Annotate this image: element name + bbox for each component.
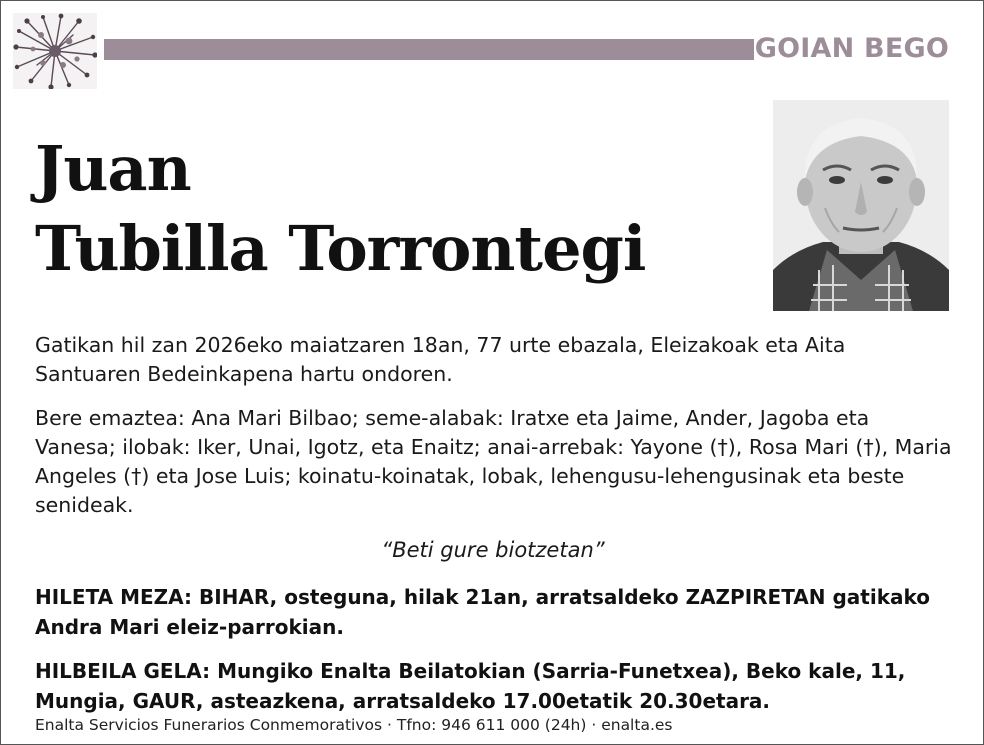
portrait-photo <box>773 100 949 311</box>
wake-room-notice: HILBEILA GELA: Mungiko Enalta Beilatokian (Sarria-Funetxea), Beko kale, 11, Mungia, GAUR, asteazkena, arratsaldeko 17.00etatik 20.30etara. <box>35 659 906 713</box>
surnames: Tubilla Torrontegi <box>35 212 646 285</box>
funeral-home-footer: Enalta Servicios Funerarios Conmemorativos · Tfno: 946 611 000 (24h) · enalta.es <box>35 716 673 734</box>
memorial-quote: “Beti gure biotzetan” <box>381 538 605 562</box>
family-paragraph: Bere emaztea: Ana Mari Bilbao; seme-alabak: Iratxe eta Jaime, Ander, Jagoba eta Vanesa; ilobak: Iker, Unai, Igotz, eta Enaitz; anai-arrebak: Yayone (†), Rosa Mari (†), Maria Angeles (†) eta Jose Luis; koinatu-koinatak, lobak, lehengusu-lehengusinak eta beste senideak. <box>35 406 952 517</box>
first-name: Juan <box>35 132 191 205</box>
header-title: GOIAN BEGO <box>754 33 949 64</box>
death-announcement-paragraph: Gatikan hil zan 2026eko maiatzaren 18an, 77 urte ebazala, Eleizakoak eta Aita Santuaren Bedeinkapena hartu ondoren. <box>35 333 846 386</box>
flower-ornament-icon <box>13 13 97 89</box>
header-bar <box>104 39 754 60</box>
funeral-mass-notice: HILETA MEZA: BIHAR, osteguna, hilak 21an, arratsaldeko ZAZPIRETAN gatikako Andra Mari eleiz-parrokian. <box>35 585 931 639</box>
deceased-name <box>35 129 645 289</box>
